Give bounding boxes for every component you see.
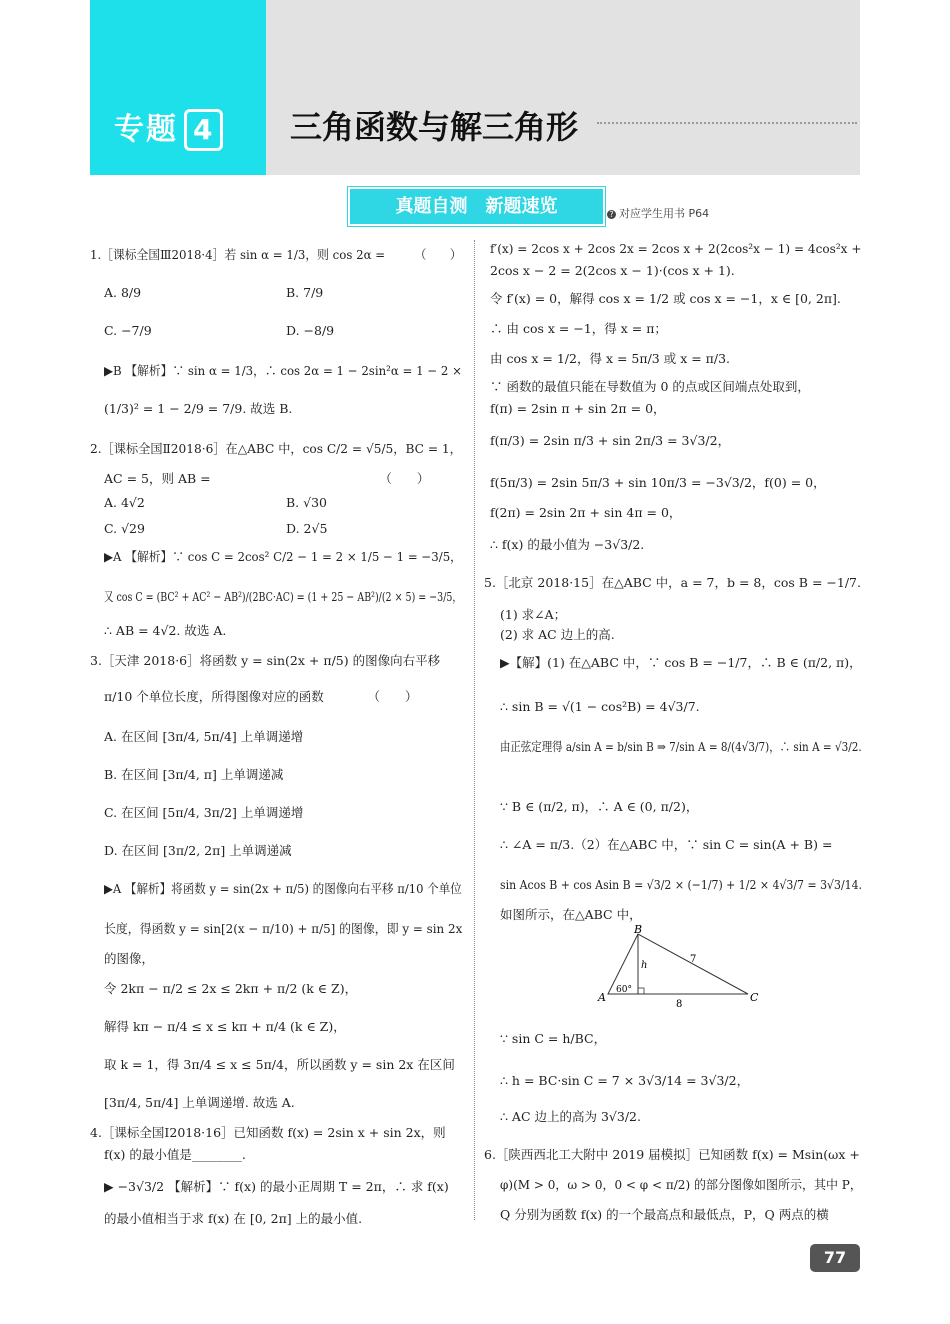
text-line: (1/3)² = 1 − 2/9 = 7/9. 故选 B. [104,401,293,416]
book-reference-text: 对应学生用书 P64 [619,207,710,220]
topic-number: 4 [184,109,223,151]
info-icon: ? [607,210,616,219]
text-line: A. 8/9 [104,285,142,300]
text-line: 的最小值相当于求 f(x) 在 [0, 2π] 上的最小值. [104,1211,363,1226]
text-line: 4.［课标全国Ⅰ2018·16］已知函数 f(x) = 2sin x + sin 2x，则 [90,1125,446,1140]
text-line: 2cos x − 2 = 2(2cos x − 1)·(cos x + 1). [490,263,735,278]
text-line: 令 2kπ − π/2 ≤ 2x ≤ 2kπ + π/2 (k ∈ Z)， [104,981,358,996]
section-title: 真题自测 新题速览 [348,187,605,226]
text-line: f(5π/3) = 2sin 5π/3 + sin 10π/3 = −3√3/2，f(0) = 0， [490,475,826,490]
text-line: [3π/4, 5π/4] 上单调递增. 故选 A. [104,1095,295,1110]
text-line: D. −8/9 [286,323,335,338]
text-line: 取 k = 1，得 3π/4 ≤ x ≤ 5π/4，所以函数 y = sin 2x 在区间 [104,1057,455,1072]
text-line: C. √29 [104,521,145,536]
text-line: φ)(M > 0，ω > 0，0 < φ < π/2) 的部分图像如图所示，其中 P， [500,1177,862,1192]
text-line: 解得 kπ − π/4 ≤ x ≤ kπ + π/4 (k ∈ Z)， [104,1019,346,1034]
text-line: f(π) = 2sin π + sin 2π = 0， [490,401,666,416]
text-line: ∵ 函数的最值只能在导数值为 0 的点或区间端点处取到， [490,379,810,394]
text-line: 3.［天津 2018·6］将函数 y = sin(2x + π/5) 的图像向右平移 [90,653,441,668]
text-line: ∵ B ∈ (π/2, π)，∴ A ∈ (0, π/2)， [500,799,699,814]
text-line: ▶【解】(1) 在△ABC 中，∵ cos B = −1/7，∴ B ∈ (π/2, π)， [500,655,862,670]
text-line: ∴ f(x) 的最小值为 −3√3/2. [490,537,645,552]
height-label: h [641,960,648,971]
text-line: (2) 求 AC 边上的高. [500,627,615,642]
text-line: B. 在区间 [3π/4, π] 上单调递减 [104,767,284,782]
vertex-c-label: C [750,991,759,1004]
text-line: ∴ AB = 4√2. 故选 A. [104,623,227,638]
text-line: ∴ ∠A = π/3.（2）在△ABC 中，∵ sin C = sin(A + B) = [500,837,833,852]
text-line: 1.［课标全国Ⅲ2018·4］若 sin α = 1/3，则 cos 2α = （ ） [90,247,462,262]
text-line: 6.［陕西西北工大附中 2019 届模拟］已知函数 f(x) = Msin(ωx + [484,1147,860,1162]
text-line: ▶B 【解析】∵ sin α = 1/3，∴ cos 2α = 1 − 2sin²α = 1 − 2 × [104,363,462,378]
text-line: ▶A 【解析】将函数 y = sin(2x + π/5) 的图像向右平移 π/10 个单位 [104,881,462,896]
text-line: f′(x) = 2cos x + 2cos 2x = 2cos x + 2(2cos²x − 1) = 4cos²x + [490,241,862,256]
topic-label-text: 专题 [114,112,178,147]
text-line: D. 在区间 [3π/2, 2π] 上单调递减 [104,843,292,858]
triangle-figure [598,923,768,1010]
text-line: 2.［课标全国Ⅱ2018·6］在△ABC 中，cos C/2 = √5/5，BC = 1， [90,441,462,456]
chapter-banner [90,0,860,175]
text-line: ∴ AC 边上的高为 3√3/2. [500,1109,641,1124]
text-line: (1) 求∠A； [500,607,567,622]
text-line: B. 7/9 [286,285,324,300]
title-dotted-rule [597,122,857,124]
vertex-b-label: B [634,923,643,936]
text-line: 如图所示，在△ABC 中， [500,907,642,922]
text-line: D. 2√5 [286,521,328,536]
text-line: C. 在区间 [5π/4, 3π/2] 上单调递增 [104,805,304,820]
book-reference [607,205,709,221]
text-line: ∵ sin C = h/BC， [500,1031,607,1046]
text-line: 5.［北京 2018·15］在△ABC 中，a = 7，b = 8，cos B = −1/7. [484,575,861,590]
text-line: A. 4√2 [104,495,145,510]
text-line: Q 分别为函数 f(x) 的一个最高点和最低点，P，Q 两点的横 [500,1207,829,1222]
column-divider [474,240,475,1220]
text-line: f(2π) = 2sin 2π + sin 4π = 0， [490,505,682,520]
topic-block [90,0,266,175]
text-line: 的图像， [104,951,155,966]
page-number: 77 [810,1244,860,1272]
angle-label: 60° [616,985,632,995]
topic-label [114,104,223,151]
text-line: AC = 5，则 AB = （ ） [104,471,430,486]
text-line: B. √30 [286,495,328,510]
text-line: ∴ sin B = √(1 − cos²B) = 4√3/7. [500,699,700,714]
text-line: π/10 个单位长度，所得图像对应的函数 （ ） [104,689,418,704]
text-line: ∴ 由 cos x = −1，得 x = π； [490,321,667,336]
text-line: ▶A 【解析】∵ cos C = 2cos² C/2 − 1 = 2 × 1/5 − 1 = −3/5， [104,549,462,564]
text-line: f(π/3) = 2sin π/3 + sin 2π/3 = 3√3/2， [490,433,731,448]
text-line: 由正弦定理得 a/sin A = b/sin B ⇒ 7/sin A = 8/(4√3/7)，∴ sin A = √3/2. [500,739,862,754]
vertex-a-label: A [598,991,606,1004]
text-line: 令 f′(x) = 0，解得 cos x = 1/2 或 cos x = −1，x ∈ [0, 2π]. [490,291,841,306]
text-line: 又 cos C = (BC² + AC² − AB²)/(2BC·AC) = (1 + 25 − AB²)/(2 × 5) = −3/5， [104,589,462,604]
side-bc-label: 7 [690,954,697,965]
chapter-title: 三角函数与解三角形 [290,108,579,146]
text-line: 长度，得函数 y = sin[2(x − π/10) + π/5] 的图像，即 y = sin 2x [104,921,463,936]
right-angle-mark [638,988,644,994]
text-line: ▶ −3√3/2 【解析】∵ f(x) 的最小正周期 T = 2π，∴ 求 f(x) [104,1179,449,1194]
text-line: A. 在区间 [3π/4, 5π/4] 上单调递增 [104,729,304,744]
text-line: f(x) 的最小值是________. [104,1147,246,1162]
text-line: ∴ h = BC·sin C = 7 × 3√3/14 = 3√3/2， [500,1073,750,1088]
text-line: 由 cos x = 1/2，得 x = 5π/3 或 x = π/3. [490,351,731,366]
text-line: sin Acos B + cos Asin B = √3/2 × (−1/7) + 1/2 × 4√3/7 = 3√3/14. [500,877,863,892]
text-line: C. −7/9 [104,323,152,338]
side-ac-label: 8 [676,999,683,1010]
